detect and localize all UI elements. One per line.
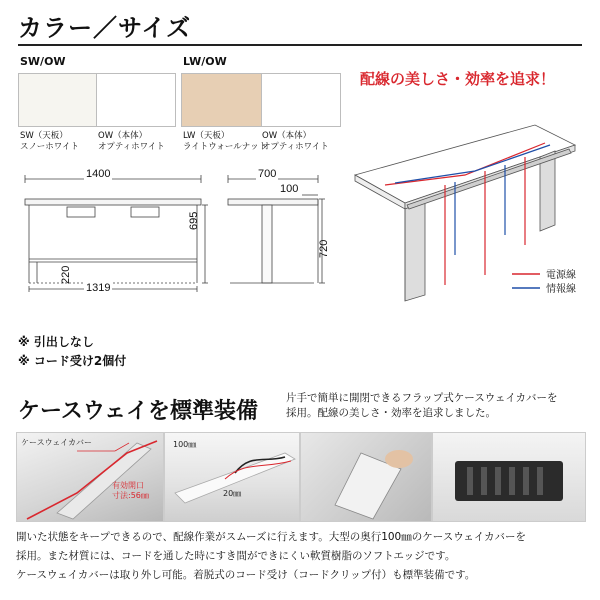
swatch-light-walnut xyxy=(181,73,263,127)
photo-cord-holder xyxy=(432,432,586,522)
page-title: カラー／サイズ xyxy=(18,14,192,42)
legend-info: 情報線 xyxy=(546,284,576,295)
dim-width: 1400 xyxy=(86,168,111,180)
side-view-drawing xyxy=(222,165,332,295)
color-code-sw-ow: SW/OW xyxy=(20,55,66,68)
dim-depth: 700 xyxy=(258,168,277,180)
swatch-label-lw: LW（天板） ライトウォールナット xyxy=(183,131,268,152)
dim-inner-width: 1319 xyxy=(86,282,111,294)
photo-caseway-cover xyxy=(16,432,164,522)
swatch-label-ow-1: OW（本体） オプティホワイト xyxy=(98,131,165,152)
swatch-optiwhite xyxy=(96,73,176,127)
photo2-top-dim: 100㎜ xyxy=(173,440,197,449)
photo-hand-opening-cover xyxy=(300,432,432,522)
wiring-tagline: 配線の美しさ・効率を追求！ xyxy=(360,70,556,88)
note-cord-holders: ※ コード受け2個付 xyxy=(18,354,127,368)
swatch-label-ow-2: OW（本体） オプティホワイト xyxy=(262,131,329,152)
photo-caseway-dimensions xyxy=(164,432,300,522)
body-description: 開いた状態をキープできるので、配線作業がスムーズに行えます。大型の奥行100㎜のケースウェイカバーを 採用。また材質には、コードを通した時にすき間ができにくい軟質樹脂のソフトエッジです。 ケースウェイカバーは取り外し可能。着脱式のコード受け（コードクリップ付）も標準装備です。 xyxy=(16,531,526,581)
dim-shelf-height: 220 xyxy=(60,265,72,284)
front-view-drawing xyxy=(15,165,215,295)
legend-power: 電源線 xyxy=(546,270,576,281)
dim-height: 720 xyxy=(318,239,330,258)
photo2-bottom-dim: 20㎜ xyxy=(223,489,242,498)
swatch-snow-white xyxy=(18,73,98,127)
photo1-opening: 有効開口 寸法:56㎜ xyxy=(112,481,149,500)
title-divider xyxy=(18,44,582,46)
dim-tray-depth: 100 xyxy=(280,183,299,195)
photo1-label: ケースウェイカバー xyxy=(21,438,93,447)
note-no-drawer: ※ 引出しなし xyxy=(18,335,94,349)
swatch-label-sw: SW（天板） スノーホワイト xyxy=(20,131,79,152)
swatch-optiwhite-2 xyxy=(261,73,341,127)
section-intro: 片手で簡単に開閉できるフラップ式ケースウェイカバーを 採用。配線の美しさ・効率を追求しました。 xyxy=(286,392,558,419)
dim-knee-height: 695 xyxy=(188,211,200,230)
color-code-lw-ow: LW/OW xyxy=(183,55,227,68)
legend-lines xyxy=(512,268,542,298)
section-title: ケースウェイを標準装備 xyxy=(18,399,259,424)
